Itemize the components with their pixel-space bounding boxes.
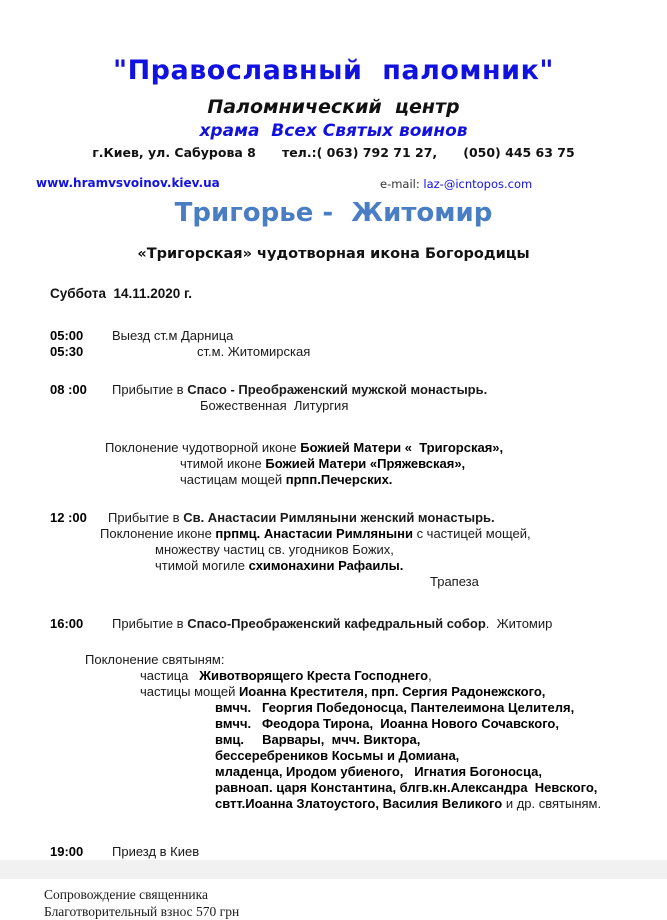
schedule-row-arrival — [0, 844, 667, 860]
schedule-row-stop3 — [0, 616, 667, 632]
veneration-line-3 — [180, 472, 667, 488]
time-value: 12 :00 — [50, 510, 87, 525]
stop2-veneration-line-3 — [155, 558, 667, 574]
email-label: e-mail: — [380, 177, 424, 191]
time-value: 05:30 — [50, 344, 84, 359]
relic-item — [140, 668, 667, 684]
note-donation-fee: Благотворительный взнос 570 грн — [44, 904, 240, 919]
meal-line: Трапеза — [430, 574, 479, 589]
stop2-veneration-line-1 — [100, 526, 667, 542]
relic-name: равноап. царя Константина, блгв.кн.Александра Невского, — [215, 780, 598, 795]
trip-subtitle: «Тригорская» чудотворная икона Богородицы — [137, 246, 530, 262]
spacer — [0, 414, 667, 440]
event-text: ст.м. Житомирская — [197, 344, 311, 359]
relic-name: свтт.Иоанна Златоустого, Василия Великого — [215, 796, 503, 811]
event-text: Выезд ст.м Дарница — [112, 328, 234, 343]
relic-item — [215, 780, 667, 796]
email-block — [380, 177, 532, 191]
event-prefix: Прибытие в — [108, 510, 184, 525]
organization-title: "Православный паломник" — [113, 55, 554, 86]
veneration-relics: прпп.Печерских. — [285, 472, 393, 487]
relic-item — [215, 748, 667, 764]
veneration-line-1 — [105, 440, 667, 456]
relic-suffix: , — [428, 668, 432, 683]
email-address[interactable]: laz-@icntopos.com — [423, 177, 533, 191]
organization-subtitle-church: храма Всех Святых воинов — [199, 121, 468, 141]
trip-title: Тригорье - Житомир — [174, 198, 493, 228]
schedule-date: Суббота 14.11.2020 г. — [50, 286, 193, 301]
spacer — [0, 488, 667, 510]
footer-band — [0, 860, 667, 879]
event-prefix: Прибытие в — [112, 382, 188, 397]
spacer — [0, 632, 667, 652]
veneration-grave: схимонахини Рафаилы. — [248, 558, 404, 573]
schedule-row-stop1 — [0, 382, 667, 398]
veneration-line-2 — [180, 456, 667, 472]
relic-suffix: и др. святыням. — [502, 796, 602, 811]
schedule-row-stop2 — [0, 510, 667, 526]
schedule-body — [0, 286, 667, 920]
relic-name: вмчч. Феодора Тирона, Иоанна Нового Сочавского, — [215, 716, 559, 731]
relic-name: Иоанна Крестителя, прп. Сергия Радонежского, — [238, 684, 546, 699]
relic-prefix: частица — [140, 668, 200, 683]
time-value: 08 :00 — [50, 382, 87, 397]
note-priest-accompaniment: Сопровождение священника — [44, 887, 208, 902]
veneration-icon: Божией Матери « Тригорская», — [300, 440, 504, 455]
time-value: 16:00 — [50, 616, 84, 631]
event-text: Приезд в Киев — [112, 844, 200, 859]
time-value: 05:00 — [50, 328, 84, 343]
contact-address-line: г.Киев, ул. Сабурова 8 тел.:( 063) 792 71 27, (050) 445 63 75 — [92, 145, 575, 160]
veneration-prefix: Поклонение иконе — [100, 526, 216, 541]
veneration-suffix: с частицей мощей, — [412, 526, 531, 541]
relic-name: Животворящего Креста Господнего — [199, 668, 429, 683]
relic-item — [140, 684, 667, 700]
relic-item — [215, 796, 667, 812]
relic-name: вмчч. Георгия Победоносца, Пантелеимона Целителя, — [215, 700, 575, 715]
time-value: 19:00 — [50, 844, 84, 859]
contact-links-row — [0, 176, 667, 192]
website-link[interactable]: www.hramvsvoinov.kiev.ua — [36, 176, 220, 190]
relic-item — [215, 716, 667, 732]
relic-name: младенца, Иродом убиеного, Игнатия Богоносца, — [215, 764, 542, 779]
spacer — [0, 360, 667, 382]
veneration-prefix: чтимой иконе — [180, 456, 266, 471]
relic-prefix: частицы мощей — [140, 684, 239, 699]
relic-item — [215, 732, 667, 748]
event-place: Спасо-Преображенский кафедральный собор — [187, 616, 486, 631]
veneration-prefix: чтимой могиле — [155, 558, 249, 573]
spacer — [0, 590, 667, 616]
schedule-row-departure-2 — [0, 344, 667, 360]
spacer — [0, 302, 667, 328]
event-place: Св. Анастасии Римляныни женский монастырь. — [183, 510, 495, 525]
relics-header: Поклонение святыням: — [85, 652, 225, 667]
relic-item — [215, 700, 667, 716]
relic-name: бессеребреников Косьмы и Домиана, — [215, 748, 460, 763]
event-prefix: Прибытие в — [112, 616, 188, 631]
veneration-prefix: Поклонение чудотворной иконе — [105, 440, 301, 455]
organization-subtitle-center: Паломнический центр — [207, 96, 460, 118]
schedule-row-departure-1 — [0, 328, 667, 344]
liturgy-line: Божественная Литургия — [200, 398, 349, 413]
spacer — [0, 812, 667, 838]
relic-name: вмц. Варвары, мчч. Виктора, — [215, 732, 421, 747]
veneration-icon: Божией Матери «Пряжевская», — [265, 456, 466, 471]
relic-item — [215, 764, 667, 780]
veneration-prefix: частицам мощей — [180, 472, 286, 487]
stop2-veneration-line-2: множеству частиц св. угодников Божих, — [155, 542, 394, 557]
veneration-icon: прпмц. Анастасии Римляныни — [215, 526, 413, 541]
event-place: Спасо - Преображенский мужской монастырь. — [187, 382, 488, 397]
event-suffix: . Житомир — [485, 616, 553, 631]
